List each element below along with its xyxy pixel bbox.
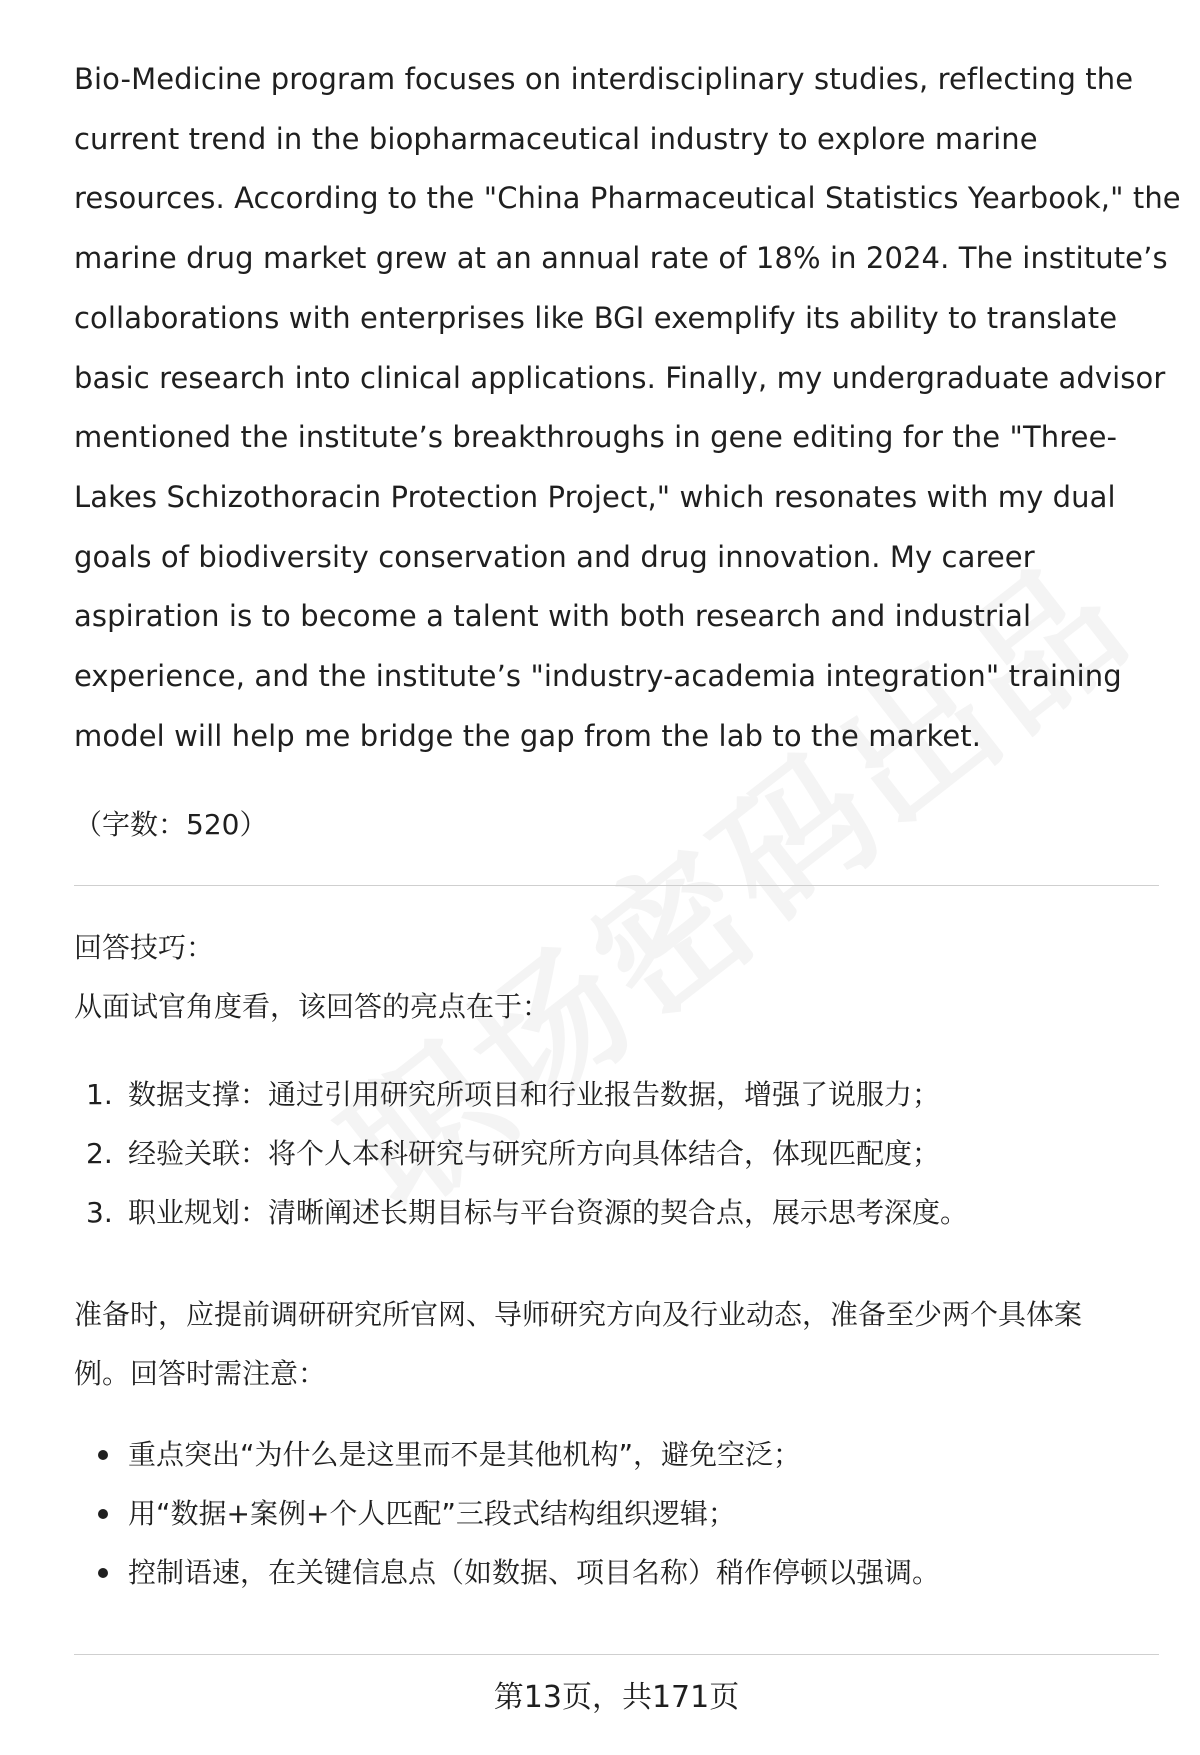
list-number: 2.: [86, 1137, 113, 1170]
list-text: 数据支撑：通过引用研究所项目和行业报告数据，增强了说服力；: [128, 1078, 941, 1111]
list-text: 重点突出“为什么是这里而不是其他机构”，避免空泛；: [128, 1438, 802, 1471]
tips-heading: 回答技巧：: [74, 931, 215, 964]
list-number: 3.: [86, 1196, 113, 1229]
paragraph-line: current trend in the biopharmaceutical industry to explore marine: [74, 121, 1038, 156]
bullet-icon: [98, 1568, 108, 1578]
list-text: 职业规划：清晰阐述长期目标与平台资源的契合点，展示思考深度。: [128, 1196, 969, 1229]
paragraph-line: aspiration is to become a talent with both research and industrial: [74, 599, 1032, 634]
paragraph-line: basic research into clinical applications. Finally, my undergraduate advisor: [74, 360, 1166, 395]
divider: [74, 885, 1159, 886]
paragraph-line: Bio-Medicine program focuses on interdisciplinary studies, reflecting the: [74, 62, 1134, 96]
list-text: 控制语速，在关键信息点（如数据、项目名称）稍作停顿以强调。: [128, 1556, 941, 1589]
answer-paragraph: [74, 50, 1181, 766]
prep-paragraph: [74, 1285, 1159, 1403]
bullet-icon: [98, 1509, 108, 1519]
list-text: 用“数据+案例+个人匹配”三段式结构组织逻辑；: [128, 1497, 736, 1530]
paragraph-line: resources. According to the "China Pharmaceutical Statistics Yearbook," the: [74, 181, 1181, 216]
prep-line: 准备时，应提前调研研究所官网、导师研究方向及行业动态，准备至少两个具体案: [74, 1298, 1083, 1331]
paragraph-line: marine drug market grew at an annual rate of 18% in 2024. The institute’s: [74, 241, 1168, 276]
paragraph-line: Lakes Schizothoracin Protection Project," which resonates with my dual: [74, 479, 1116, 514]
paragraph-line: mentioned the institute’s breakthroughs in gene editing for the "Three-: [74, 420, 1118, 455]
document-page: [74, 0, 1181, 1755]
footer-divider: [74, 1654, 1159, 1655]
paragraph-line: model will help me bridge the gap from the lab to the market.: [74, 718, 982, 753]
list-number: 1.: [86, 1078, 113, 1111]
paragraph-line: goals of biodiversity conservation and drug innovation. My career: [74, 539, 1035, 574]
page-number: 第13页，共171页: [493, 1680, 740, 1715]
prep-line: 例。回答时需注意：: [74, 1357, 327, 1390]
word-count: （字数：520）: [74, 808, 268, 841]
bullet-icon: [98, 1450, 108, 1460]
tips-intro: 从面试官角度看，该回答的亮点在于：: [74, 990, 551, 1023]
paragraph-line: collaborations with enterprises like BGI exemplify its ability to translate: [74, 300, 1118, 335]
list-text: 经验关联：将个人本科研究与研究所方向具体结合，体现匹配度；: [128, 1137, 941, 1170]
paragraph-line: experience, and the institute’s "industry-academia integration" training: [74, 659, 1122, 694]
